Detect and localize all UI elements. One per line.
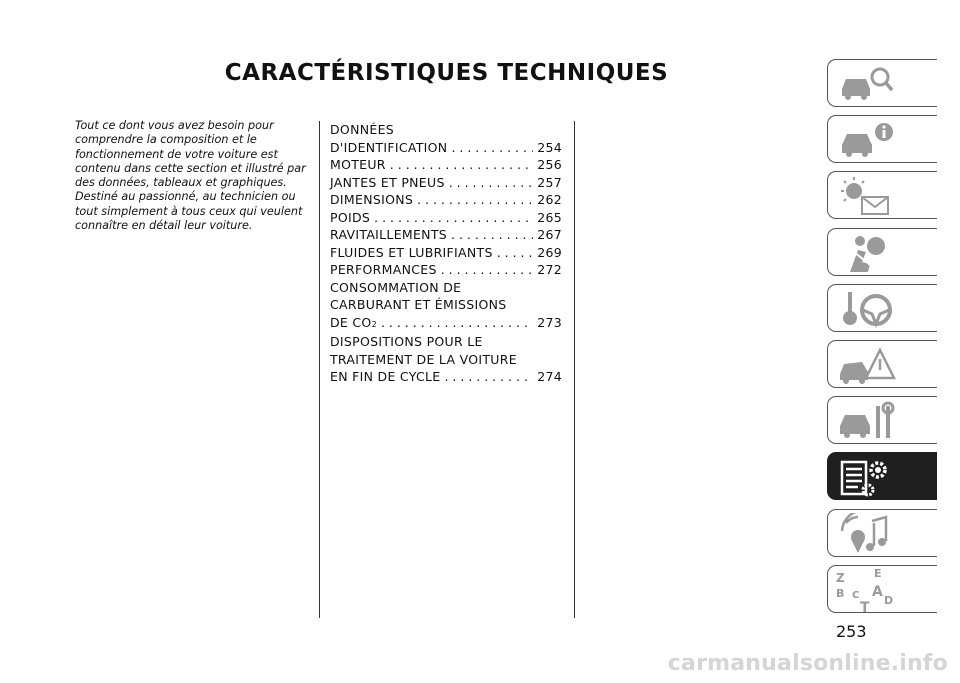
document-gears-icon	[836, 456, 898, 498]
toc-leader-dots	[441, 261, 534, 279]
column-divider-left	[319, 121, 320, 618]
car-wrench-icon	[836, 400, 898, 442]
toc-entry-label-line: DISPOSITIONS POUR LE	[330, 334, 483, 349]
toc-leader-dots	[449, 174, 534, 192]
index-letter: C	[852, 590, 860, 601]
chapter-tab[interactable]	[827, 340, 937, 388]
toc-leader-dots	[374, 209, 533, 227]
table-of-contents	[330, 121, 562, 386]
chapter-tab[interactable]	[827, 565, 937, 616]
toc-entry-label-line: CONSOMMATION DE	[330, 279, 462, 295]
section-intro: Tout ce dont vous avez besoin pour comprendre la composition et le fonctionnement de votre voiture est contenu dans cette section et illustré par des données, tableaux et graphiques. Destiné au passionné, au technicien ou tout simplement à tous ceux qui veulent connaître en détail leur voiture.	[75, 119, 306, 233]
chapter-tab[interactable]	[827, 59, 937, 107]
index-letter: Z	[836, 571, 845, 585]
toc-entry-label: PERFORMANCES	[330, 262, 437, 277]
toc-page-number: 265	[537, 209, 562, 225]
index-letter: E	[874, 567, 882, 580]
toc-entry[interactable]	[330, 121, 562, 156]
toc-leader-dots	[497, 244, 534, 262]
chapter-tab[interactable]	[827, 228, 937, 276]
toc-entry-label: JANTES ET PNEUS	[330, 174, 445, 190]
toc-page-number: 257	[537, 174, 562, 190]
alphabet-index-icon	[828, 566, 937, 616]
toc-entry-label: DE CO	[330, 314, 372, 330]
toc-entry-label: D'IDENTIFICATION	[330, 139, 448, 155]
toc-page-number: 256	[537, 157, 562, 172]
toc-entry[interactable]	[330, 333, 562, 386]
toc-entry[interactable]	[330, 191, 562, 209]
car-crash-warning-icon	[836, 344, 898, 386]
toc-page-number: 262	[537, 192, 562, 207]
page-title: CARACTÉRISTIQUES TECHNIQUES	[224, 60, 669, 86]
toc-entry[interactable]	[330, 174, 562, 192]
index-letter: T	[860, 600, 870, 616]
toc-page-number: 267	[537, 227, 562, 242]
index-letter: D	[884, 594, 894, 607]
toc-entry-subscript: 2	[371, 319, 377, 329]
column-divider-right	[574, 121, 575, 618]
key-steering-wheel-icon	[836, 288, 898, 330]
chapter-tab[interactable]	[827, 115, 937, 163]
toc-entry-label-line: DONNÉES	[330, 122, 394, 137]
toc-entry-label-line: CARBURANT ET ÉMISSIONS	[330, 297, 507, 312]
toc-entry-label: FLUIDES ET LUBRIFIANTS	[330, 244, 493, 260]
toc-entry[interactable]	[330, 226, 562, 244]
toc-leader-dots	[444, 368, 533, 386]
toc-entry[interactable]	[330, 156, 562, 174]
toc-leader-dots	[381, 314, 533, 332]
chapter-tab[interactable]	[827, 284, 937, 332]
warning-light-envelope-icon	[836, 175, 898, 217]
toc-entry[interactable]	[330, 279, 562, 334]
index-letter: B	[836, 587, 845, 600]
radio-music-icon	[836, 513, 898, 555]
toc-entry[interactable]	[330, 261, 562, 279]
toc-entry[interactable]	[330, 209, 562, 227]
car-magnifier-icon	[836, 63, 898, 105]
toc-leader-dots	[417, 191, 533, 209]
toc-page-number: 272	[537, 262, 562, 277]
toc-entry[interactable]	[330, 244, 562, 262]
chapter-tab[interactable]	[827, 509, 937, 557]
chapter-tab[interactable]	[827, 396, 937, 444]
index-letter: A	[872, 584, 883, 600]
watermark: carmanualsonline.info	[667, 651, 948, 676]
chapter-tab[interactable]	[827, 452, 937, 500]
toc-entry-label: EN FIN DE CYCLE	[330, 369, 441, 384]
chapter-tab[interactable]	[827, 171, 937, 219]
toc-entry-label: MOTEUR	[330, 157, 386, 172]
airbag-seat-icon	[836, 232, 898, 274]
toc-leader-dots	[451, 139, 533, 157]
toc-leader-dots	[451, 226, 533, 244]
toc-page-number: 273	[537, 314, 562, 330]
toc-leader-dots	[390, 156, 533, 174]
car-info-icon	[836, 119, 898, 161]
page-number: 253	[836, 622, 867, 641]
toc-entry-label-line: TRAITEMENT DE LA VOITURE	[330, 351, 517, 367]
toc-entry-label: RAVITAILLEMENTS	[330, 227, 447, 242]
toc-entry-label: DIMENSIONS	[330, 192, 414, 207]
toc-entry-label: POIDS	[330, 209, 371, 225]
toc-page-number: 269	[537, 244, 562, 260]
toc-page-number: 254	[537, 139, 562, 155]
toc-page-number: 274	[537, 369, 562, 384]
